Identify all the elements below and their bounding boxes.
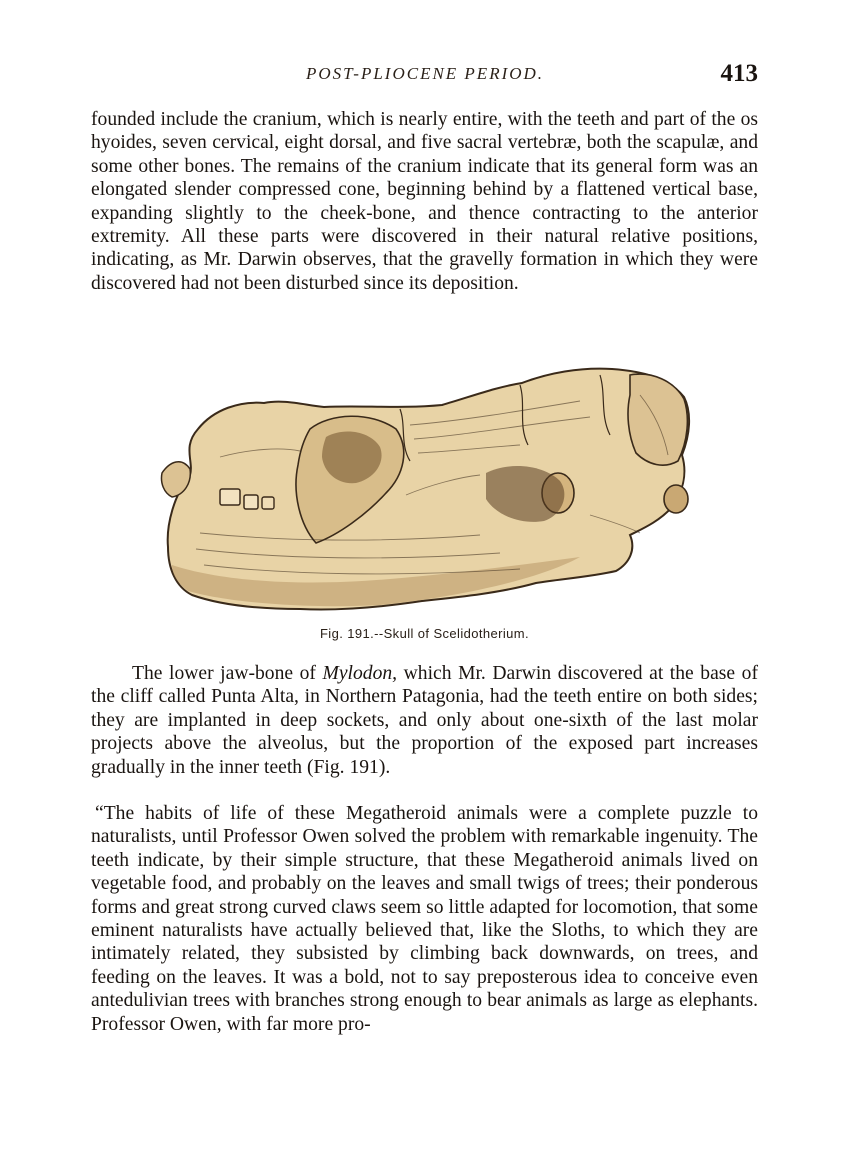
paragraph-text-before: The lower jaw-bone of (132, 663, 323, 684)
page-number: 413 (720, 60, 758, 87)
caption-text: --Skull of Scelidotherium. (374, 626, 530, 641)
skull-illustration (160, 365, 694, 615)
paragraph-continued: founded include the cranium, which is nearly entire, with the teeth and part of the os hyoides, seven cervical, eight dorsal, and five sacral vertebræ, both the scapulæ, and some other bones. The remains of the cranium indicate that its general form was an elongated slender compressed cone, beginning behind by a flattened vertical base, expanding slightly to the cheek-bone, and thence contracting to the anterior extremity. All these parts were discovered in their natural relative positions, indicating, as Mr. Darwin observes, that the gravelly formation in which they were discovered had not been disturbed since its deposition. (91, 109, 758, 294)
paragraph-habits-quote: “The habits of life of these Megatheroid animals were a complete puzzle to naturalists, until Professor Owen solved the problem with remarkable ingenuity. The teeth indicate, by their simple structure, that these Megatheroid animals lived on vegetable food, and probably on the leaves and small twigs of trees; their ponderous forms and great strong curved claws seem so little adapted for locomotion, that some eminent naturalists have actually believed that, like the Sloths, to which they are intimately related, they subsisted by climbing back downwards, on trees, and feeding on the leaves. It was a bold, not to say preposterous idea to conceive even antedulivian trees with branches strong enough to bear animals as large as elephants. Professor Owen, with far more pro- (91, 803, 758, 1035)
tooth (220, 489, 240, 505)
caption-label: Fig. 191. (319, 626, 375, 641)
figure-skull-illustration (160, 365, 694, 615)
paragraph-text-after: which Mr. Darwin discovered at the base of the cliff called Punta Alta, in Northern Patagonia, had the teeth entire on both sides; they are implanted in deep sockets, and only about one-sixth of the last molar projects above the alveolus, but the proportion of the exposed part increases gradually in the inner teeth (Fig. 191). (91, 663, 758, 778)
running-head (92, 62, 758, 92)
tooth (262, 497, 274, 509)
paragraph-mylodon (91, 662, 758, 779)
occipital-block (628, 374, 687, 465)
condyle (664, 485, 688, 513)
genus-name: Mylodon, (322, 663, 398, 684)
tooth (244, 495, 258, 509)
figure-caption (91, 626, 758, 641)
running-title: POST-PLIOCENE PERIOD. (305, 64, 545, 83)
